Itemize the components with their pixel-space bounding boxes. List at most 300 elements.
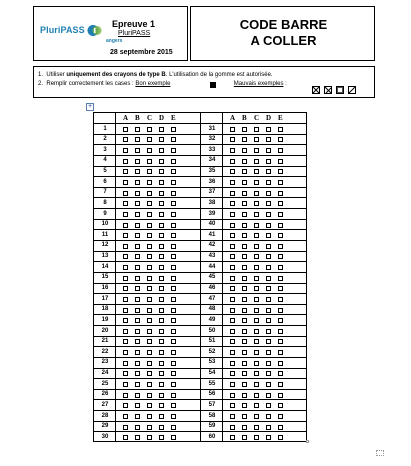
answer-checkbox-c[interactable] — [147, 414, 152, 419]
answer-checkbox-d[interactable] — [266, 265, 271, 270]
answer-checkbox-e[interactable] — [171, 414, 176, 419]
answer-checkbox-d[interactable] — [266, 223, 271, 228]
answer-checkbox-b[interactable] — [242, 212, 247, 217]
answer-checkbox-d[interactable] — [266, 339, 271, 344]
answer-checkbox-e[interactable] — [171, 276, 176, 281]
answer-checkbox-e[interactable] — [171, 201, 176, 206]
answer-checkbox-b[interactable] — [135, 276, 140, 281]
answer-checkbox-b[interactable] — [242, 254, 247, 259]
answer-checkbox-a[interactable] — [123, 148, 128, 153]
answer-checkbox-c[interactable] — [147, 127, 152, 132]
answer-checkbox-e[interactable] — [278, 318, 283, 323]
answer-checkbox-d[interactable] — [159, 169, 164, 174]
answer-checkbox-c[interactable] — [254, 180, 259, 185]
answer-checkbox-c[interactable] — [254, 223, 259, 228]
answer-checkbox-a[interactable] — [230, 414, 235, 419]
answer-checkbox-b[interactable] — [135, 297, 140, 302]
answer-checkbox-d[interactable] — [266, 308, 271, 313]
answer-checkbox-e[interactable] — [171, 371, 176, 376]
answer-checkbox-c[interactable] — [147, 425, 152, 430]
answer-checkbox-b[interactable] — [242, 308, 247, 313]
answer-checkbox-e[interactable] — [278, 169, 283, 174]
answer-checkbox-e[interactable] — [171, 127, 176, 132]
answer-checkbox-d[interactable] — [266, 233, 271, 238]
answer-checkbox-b[interactable] — [135, 329, 140, 334]
answer-checkbox-b[interactable] — [135, 223, 140, 228]
answer-checkbox-d[interactable] — [159, 191, 164, 196]
answer-checkbox-d[interactable] — [159, 339, 164, 344]
answer-checkbox-e[interactable] — [171, 286, 176, 291]
answer-checkbox-b[interactable] — [242, 191, 247, 196]
answer-checkbox-d[interactable] — [266, 244, 271, 249]
answer-checkbox-c[interactable] — [254, 403, 259, 408]
answer-checkbox-c[interactable] — [147, 286, 152, 291]
answer-checkbox-a[interactable] — [123, 159, 128, 164]
answer-checkbox-d[interactable] — [159, 297, 164, 302]
answer-checkbox-e[interactable] — [278, 191, 283, 196]
answer-checkbox-a[interactable] — [123, 318, 128, 323]
answer-checkbox-c[interactable] — [254, 425, 259, 430]
answer-checkbox-c[interactable] — [147, 308, 152, 313]
answer-checkbox-d[interactable] — [159, 308, 164, 313]
answer-checkbox-e[interactable] — [171, 382, 176, 387]
answer-checkbox-a[interactable] — [123, 265, 128, 270]
answer-checkbox-e[interactable] — [171, 137, 176, 142]
answer-checkbox-a[interactable] — [123, 425, 128, 430]
answer-checkbox-a[interactable] — [230, 435, 235, 440]
answer-checkbox-e[interactable] — [171, 350, 176, 355]
answer-checkbox-e[interactable] — [278, 435, 283, 440]
answer-checkbox-d[interactable] — [159, 361, 164, 366]
answer-checkbox-d[interactable] — [159, 265, 164, 270]
answer-checkbox-d[interactable] — [266, 403, 271, 408]
answer-checkbox-b[interactable] — [135, 265, 140, 270]
answer-checkbox-b[interactable] — [242, 180, 247, 185]
answer-checkbox-b[interactable] — [135, 137, 140, 142]
answer-checkbox-a[interactable] — [230, 233, 235, 238]
answer-checkbox-d[interactable] — [266, 201, 271, 206]
answer-checkbox-a[interactable] — [230, 308, 235, 313]
answer-checkbox-d[interactable] — [159, 254, 164, 259]
answer-checkbox-e[interactable] — [278, 244, 283, 249]
answer-checkbox-a[interactable] — [230, 361, 235, 366]
answer-checkbox-b[interactable] — [242, 393, 247, 398]
answer-checkbox-a[interactable] — [123, 286, 128, 291]
answer-checkbox-c[interactable] — [254, 137, 259, 142]
answer-checkbox-a[interactable] — [123, 233, 128, 238]
answer-checkbox-b[interactable] — [242, 127, 247, 132]
answer-checkbox-a[interactable] — [230, 425, 235, 430]
answer-checkbox-b[interactable] — [135, 308, 140, 313]
answer-checkbox-b[interactable] — [135, 435, 140, 440]
answer-checkbox-c[interactable] — [147, 159, 152, 164]
answer-checkbox-b[interactable] — [135, 318, 140, 323]
answer-checkbox-a[interactable] — [123, 191, 128, 196]
answer-checkbox-d[interactable] — [266, 371, 271, 376]
answer-checkbox-b[interactable] — [135, 339, 140, 344]
answer-checkbox-e[interactable] — [278, 350, 283, 355]
answer-checkbox-b[interactable] — [242, 286, 247, 291]
answer-checkbox-c[interactable] — [254, 308, 259, 313]
answer-checkbox-b[interactable] — [242, 318, 247, 323]
answer-checkbox-c[interactable] — [254, 435, 259, 440]
answer-checkbox-c[interactable] — [147, 254, 152, 259]
answer-checkbox-b[interactable] — [135, 254, 140, 259]
answer-checkbox-d[interactable] — [159, 180, 164, 185]
answer-checkbox-e[interactable] — [171, 297, 176, 302]
answer-checkbox-e[interactable] — [278, 414, 283, 419]
answer-checkbox-b[interactable] — [135, 425, 140, 430]
answer-checkbox-d[interactable] — [159, 329, 164, 334]
answer-checkbox-b[interactable] — [242, 425, 247, 430]
answer-checkbox-a[interactable] — [123, 169, 128, 174]
answer-checkbox-d[interactable] — [159, 223, 164, 228]
answer-checkbox-b[interactable] — [242, 233, 247, 238]
answer-checkbox-e[interactable] — [171, 191, 176, 196]
answer-checkbox-a[interactable] — [230, 180, 235, 185]
answer-checkbox-a[interactable] — [123, 244, 128, 249]
answer-checkbox-c[interactable] — [254, 201, 259, 206]
answer-checkbox-a[interactable] — [230, 339, 235, 344]
answer-checkbox-a[interactable] — [123, 393, 128, 398]
answer-checkbox-e[interactable] — [278, 148, 283, 153]
table-move-handle-icon[interactable]: + — [87, 103, 93, 110]
answer-checkbox-d[interactable] — [266, 435, 271, 440]
answer-checkbox-c[interactable] — [147, 201, 152, 206]
answer-checkbox-b[interactable] — [135, 403, 140, 408]
answer-checkbox-b[interactable] — [242, 329, 247, 334]
answer-checkbox-b[interactable] — [242, 350, 247, 355]
answer-checkbox-d[interactable] — [266, 254, 271, 259]
answer-checkbox-a[interactable] — [123, 212, 128, 217]
answer-checkbox-d[interactable] — [159, 382, 164, 387]
answer-checkbox-d[interactable] — [266, 286, 271, 291]
answer-checkbox-e[interactable] — [278, 265, 283, 270]
answer-checkbox-d[interactable] — [159, 276, 164, 281]
answer-checkbox-a[interactable] — [230, 403, 235, 408]
answer-checkbox-e[interactable] — [171, 329, 176, 334]
answer-checkbox-c[interactable] — [254, 393, 259, 398]
answer-checkbox-e[interactable] — [278, 308, 283, 313]
answer-checkbox-d[interactable] — [266, 127, 271, 132]
answer-checkbox-a[interactable] — [230, 201, 235, 206]
answer-checkbox-c[interactable] — [254, 254, 259, 259]
answer-checkbox-a[interactable] — [123, 371, 128, 376]
answer-checkbox-e[interactable] — [171, 169, 176, 174]
answer-checkbox-b[interactable] — [242, 371, 247, 376]
answer-checkbox-e[interactable] — [171, 403, 176, 408]
answer-checkbox-e[interactable] — [171, 159, 176, 164]
answer-checkbox-e[interactable] — [278, 159, 283, 164]
answer-checkbox-a[interactable] — [230, 137, 235, 142]
answer-checkbox-c[interactable] — [254, 233, 259, 238]
answer-checkbox-c[interactable] — [147, 148, 152, 153]
answer-checkbox-e[interactable] — [278, 233, 283, 238]
answer-checkbox-d[interactable] — [159, 159, 164, 164]
answer-checkbox-e[interactable] — [278, 180, 283, 185]
answer-checkbox-e[interactable] — [171, 223, 176, 228]
answer-checkbox-d[interactable] — [266, 425, 271, 430]
answer-checkbox-a[interactable] — [230, 286, 235, 291]
answer-checkbox-a[interactable] — [230, 393, 235, 398]
answer-checkbox-a[interactable] — [230, 350, 235, 355]
answer-checkbox-e[interactable] — [278, 201, 283, 206]
answer-checkbox-a[interactable] — [123, 350, 128, 355]
answer-checkbox-d[interactable] — [159, 137, 164, 142]
answer-checkbox-b[interactable] — [135, 212, 140, 217]
answer-checkbox-c[interactable] — [254, 276, 259, 281]
answer-checkbox-e[interactable] — [171, 148, 176, 153]
answer-checkbox-e[interactable] — [171, 425, 176, 430]
answer-checkbox-a[interactable] — [230, 169, 235, 174]
answer-checkbox-b[interactable] — [242, 244, 247, 249]
answer-checkbox-b[interactable] — [242, 169, 247, 174]
answer-checkbox-d[interactable] — [159, 212, 164, 217]
answer-checkbox-d[interactable] — [266, 350, 271, 355]
answer-checkbox-e[interactable] — [171, 212, 176, 217]
answer-checkbox-d[interactable] — [266, 169, 271, 174]
answer-checkbox-a[interactable] — [230, 159, 235, 164]
answer-checkbox-c[interactable] — [147, 297, 152, 302]
answer-checkbox-b[interactable] — [135, 191, 140, 196]
answer-checkbox-b[interactable] — [135, 371, 140, 376]
answer-checkbox-c[interactable] — [147, 265, 152, 270]
answer-checkbox-d[interactable] — [266, 318, 271, 323]
answer-checkbox-e[interactable] — [278, 393, 283, 398]
answer-checkbox-d[interactable] — [159, 233, 164, 238]
answer-checkbox-b[interactable] — [242, 276, 247, 281]
answer-checkbox-b[interactable] — [135, 233, 140, 238]
answer-checkbox-a[interactable] — [123, 223, 128, 228]
answer-checkbox-d[interactable] — [266, 329, 271, 334]
answer-checkbox-a[interactable] — [230, 212, 235, 217]
answer-checkbox-a[interactable] — [230, 297, 235, 302]
answer-checkbox-b[interactable] — [242, 339, 247, 344]
answer-checkbox-c[interactable] — [254, 265, 259, 270]
answer-checkbox-b[interactable] — [242, 435, 247, 440]
answer-checkbox-a[interactable] — [123, 254, 128, 259]
answer-checkbox-d[interactable] — [266, 276, 271, 281]
answer-checkbox-c[interactable] — [147, 382, 152, 387]
answer-checkbox-a[interactable] — [230, 254, 235, 259]
answer-checkbox-d[interactable] — [266, 414, 271, 419]
answer-checkbox-e[interactable] — [278, 425, 283, 430]
answer-checkbox-c[interactable] — [147, 137, 152, 142]
answer-checkbox-d[interactable] — [266, 212, 271, 217]
answer-checkbox-b[interactable] — [135, 244, 140, 249]
answer-checkbox-a[interactable] — [230, 329, 235, 334]
answer-checkbox-a[interactable] — [123, 180, 128, 185]
answer-checkbox-c[interactable] — [254, 371, 259, 376]
answer-checkbox-c[interactable] — [254, 329, 259, 334]
answer-checkbox-c[interactable] — [254, 382, 259, 387]
answer-checkbox-d[interactable] — [159, 318, 164, 323]
answer-checkbox-e[interactable] — [278, 127, 283, 132]
answer-checkbox-b[interactable] — [242, 265, 247, 270]
answer-checkbox-c[interactable] — [254, 127, 259, 132]
answer-checkbox-e[interactable] — [278, 371, 283, 376]
answer-checkbox-c[interactable] — [147, 212, 152, 217]
answer-checkbox-e[interactable] — [278, 382, 283, 387]
answer-checkbox-d[interactable] — [159, 393, 164, 398]
answer-checkbox-e[interactable] — [171, 393, 176, 398]
answer-checkbox-c[interactable] — [147, 233, 152, 238]
answer-checkbox-b[interactable] — [135, 414, 140, 419]
answer-checkbox-b[interactable] — [135, 148, 140, 153]
answer-checkbox-a[interactable] — [230, 265, 235, 270]
answer-checkbox-b[interactable] — [242, 297, 247, 302]
answer-checkbox-c[interactable] — [147, 180, 152, 185]
answer-checkbox-d[interactable] — [266, 159, 271, 164]
answer-checkbox-c[interactable] — [254, 286, 259, 291]
answer-checkbox-c[interactable] — [147, 191, 152, 196]
answer-checkbox-e[interactable] — [278, 286, 283, 291]
answer-checkbox-d[interactable] — [159, 435, 164, 440]
answer-checkbox-e[interactable] — [278, 403, 283, 408]
answer-checkbox-d[interactable] — [159, 403, 164, 408]
answer-checkbox-e[interactable] — [278, 137, 283, 142]
answer-checkbox-a[interactable] — [123, 435, 128, 440]
answer-checkbox-c[interactable] — [147, 393, 152, 398]
answer-checkbox-a[interactable] — [230, 276, 235, 281]
answer-checkbox-d[interactable] — [266, 148, 271, 153]
answer-checkbox-b[interactable] — [135, 350, 140, 355]
answer-checkbox-d[interactable] — [159, 201, 164, 206]
answer-checkbox-d[interactable] — [266, 191, 271, 196]
answer-checkbox-c[interactable] — [147, 339, 152, 344]
answer-checkbox-b[interactable] — [135, 201, 140, 206]
answer-checkbox-b[interactable] — [242, 148, 247, 153]
answer-checkbox-e[interactable] — [171, 339, 176, 344]
answer-checkbox-b[interactable] — [242, 382, 247, 387]
answer-checkbox-d[interactable] — [266, 137, 271, 142]
answer-checkbox-a[interactable] — [123, 201, 128, 206]
answer-checkbox-c[interactable] — [147, 403, 152, 408]
answer-checkbox-c[interactable] — [254, 297, 259, 302]
answer-checkbox-c[interactable] — [147, 169, 152, 174]
answer-checkbox-d[interactable] — [266, 361, 271, 366]
answer-checkbox-d[interactable] — [266, 297, 271, 302]
answer-checkbox-e[interactable] — [171, 233, 176, 238]
answer-checkbox-a[interactable] — [230, 318, 235, 323]
answer-checkbox-a[interactable] — [123, 361, 128, 366]
answer-checkbox-a[interactable] — [123, 329, 128, 334]
answer-checkbox-e[interactable] — [171, 244, 176, 249]
answer-checkbox-c[interactable] — [147, 371, 152, 376]
answer-checkbox-c[interactable] — [147, 435, 152, 440]
answer-checkbox-d[interactable] — [266, 382, 271, 387]
answer-checkbox-b[interactable] — [242, 201, 247, 206]
answer-checkbox-d[interactable] — [159, 244, 164, 249]
answer-checkbox-e[interactable] — [278, 223, 283, 228]
answer-checkbox-c[interactable] — [147, 223, 152, 228]
answer-checkbox-a[interactable] — [230, 148, 235, 153]
answer-checkbox-e[interactable] — [171, 361, 176, 366]
answer-checkbox-c[interactable] — [254, 191, 259, 196]
answer-checkbox-a[interactable] — [123, 403, 128, 408]
answer-checkbox-d[interactable] — [266, 393, 271, 398]
answer-checkbox-b[interactable] — [135, 382, 140, 387]
answer-checkbox-c[interactable] — [254, 169, 259, 174]
answer-checkbox-c[interactable] — [254, 361, 259, 366]
answer-checkbox-a[interactable] — [230, 191, 235, 196]
answer-checkbox-c[interactable] — [147, 350, 152, 355]
answer-checkbox-c[interactable] — [254, 339, 259, 344]
answer-checkbox-c[interactable] — [254, 159, 259, 164]
answer-checkbox-b[interactable] — [135, 393, 140, 398]
answer-checkbox-b[interactable] — [242, 403, 247, 408]
answer-checkbox-b[interactable] — [242, 414, 247, 419]
answer-checkbox-e[interactable] — [278, 297, 283, 302]
answer-checkbox-e[interactable] — [278, 339, 283, 344]
answer-checkbox-a[interactable] — [123, 276, 128, 281]
answer-checkbox-a[interactable] — [123, 339, 128, 344]
answer-checkbox-c[interactable] — [254, 244, 259, 249]
answer-checkbox-e[interactable] — [278, 254, 283, 259]
answer-checkbox-a[interactable] — [230, 371, 235, 376]
answer-checkbox-e[interactable] — [171, 180, 176, 185]
answer-checkbox-b[interactable] — [135, 286, 140, 291]
answer-checkbox-e[interactable] — [278, 276, 283, 281]
answer-checkbox-d[interactable] — [159, 286, 164, 291]
answer-checkbox-c[interactable] — [147, 318, 152, 323]
answer-checkbox-b[interactable] — [135, 159, 140, 164]
answer-checkbox-b[interactable] — [135, 361, 140, 366]
answer-checkbox-d[interactable] — [266, 180, 271, 185]
answer-checkbox-e[interactable] — [171, 265, 176, 270]
answer-checkbox-b[interactable] — [242, 159, 247, 164]
answer-checkbox-d[interactable] — [159, 425, 164, 430]
answer-checkbox-e[interactable] — [171, 435, 176, 440]
answer-checkbox-a[interactable] — [123, 382, 128, 387]
answer-checkbox-e[interactable] — [278, 212, 283, 217]
answer-checkbox-d[interactable] — [159, 350, 164, 355]
answer-checkbox-a[interactable] — [123, 127, 128, 132]
answer-checkbox-d[interactable] — [159, 371, 164, 376]
answer-checkbox-b[interactable] — [242, 361, 247, 366]
answer-checkbox-c[interactable] — [254, 148, 259, 153]
answer-checkbox-a[interactable] — [123, 297, 128, 302]
answer-checkbox-c[interactable] — [147, 361, 152, 366]
answer-checkbox-a[interactable] — [230, 223, 235, 228]
answer-checkbox-d[interactable] — [159, 148, 164, 153]
table-resize-handle[interactable] — [306, 440, 309, 443]
answer-checkbox-e[interactable] — [278, 361, 283, 366]
answer-checkbox-c[interactable] — [254, 212, 259, 217]
answer-checkbox-d[interactable] — [159, 414, 164, 419]
answer-checkbox-b[interactable] — [135, 127, 140, 132]
answer-checkbox-e[interactable] — [171, 308, 176, 313]
answer-checkbox-a[interactable] — [123, 137, 128, 142]
answer-checkbox-b[interactable] — [135, 169, 140, 174]
answer-checkbox-b[interactable] — [242, 137, 247, 142]
answer-checkbox-c[interactable] — [147, 276, 152, 281]
answer-checkbox-a[interactable] — [230, 127, 235, 132]
answer-checkbox-e[interactable] — [278, 329, 283, 334]
answer-checkbox-c[interactable] — [147, 244, 152, 249]
answer-checkbox-c[interactable] — [254, 414, 259, 419]
answer-checkbox-e[interactable] — [171, 254, 176, 259]
answer-checkbox-c[interactable] — [254, 350, 259, 355]
answer-checkbox-e[interactable] — [171, 318, 176, 323]
answer-checkbox-d[interactable] — [159, 127, 164, 132]
answer-checkbox-c[interactable] — [254, 318, 259, 323]
answer-checkbox-c[interactable] — [147, 329, 152, 334]
answer-checkbox-a[interactable] — [123, 308, 128, 313]
answer-checkbox-a[interactable] — [123, 414, 128, 419]
answer-checkbox-a[interactable] — [230, 382, 235, 387]
answer-checkbox-a[interactable] — [230, 244, 235, 249]
